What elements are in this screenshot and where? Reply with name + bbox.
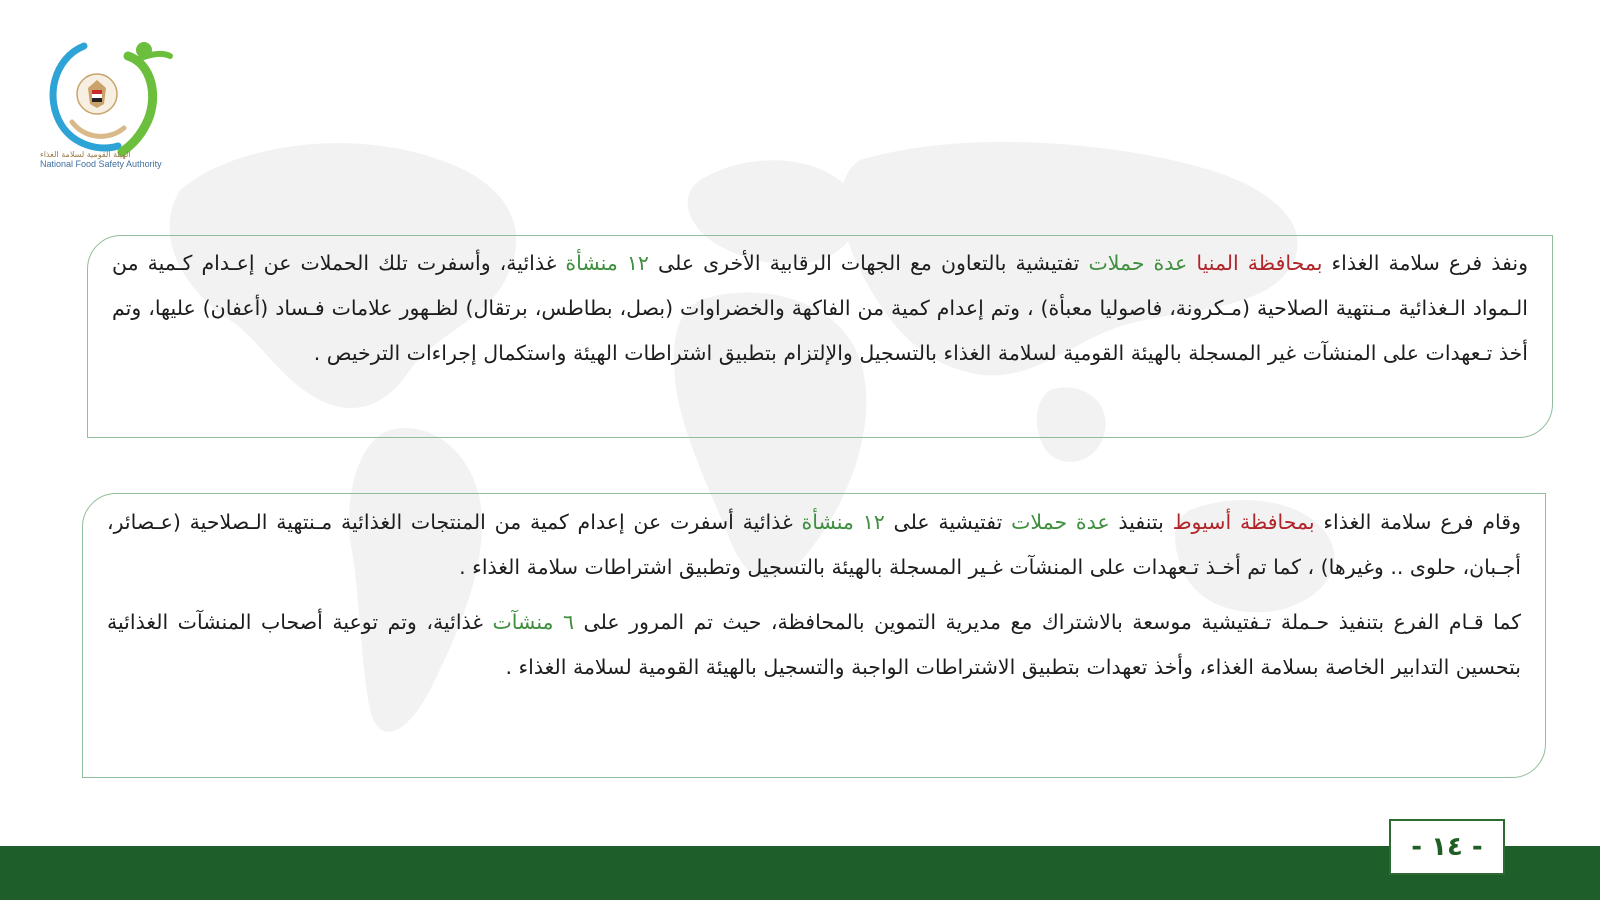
text-segment: تفتيشية بالتعاون مع الجهات الرقابية الأخرى على <box>648 251 1089 275</box>
text-segment: غذائية، وتم توعية أصحاب المنشآت الغذائية بتحسين التدابير الخاصة بسلامة الغذاء، وأخذ تعهدات بتطبيق الاشتراطات الواجبة والتسجيل بالهيئة القومية لسلامة الغذاء . <box>107 610 1521 679</box>
governorate-name: بمحافظة أسيوط <box>1172 510 1315 534</box>
assiut-report-box <box>82 493 1546 778</box>
governorate-name: بمحافظة المنيا <box>1196 251 1323 275</box>
text-segment: وقام فرع سلامة الغذاء <box>1314 510 1521 534</box>
text-segment: غذائية أسفرت عن إعدام كمية من المنتجات الغذائية مـنتهية الـصلاحية (عـصائر، أجـبان، حلوى .. وغيرها) ، كما تم أخـذ تـعهدات على المنشآت غـير المسجلة بالهيئة بالتسجيل وتطبيق اشتراطات سلامة الغذاء . <box>107 510 1521 579</box>
minya-paragraph <box>88 236 1552 376</box>
nfsa-emblem-icon <box>40 36 175 156</box>
assiut-paragraph-1 <box>83 494 1545 590</box>
logo-org-name-en: National Food Safety Authority <box>40 159 162 169</box>
text-segment: غذائية، وأسفرت تلك الحملات عن إعـدام كـمية من الـمواد الـغذائية مـنتهية الصلاحية (مـكرونة، فاصوليا معبأة) ، وتم إعدام كمية من الفاكهة والخضراوات (بصل، بطاطس، برتقال) لظـهور علامات فـساد (أعفان) عليها، وتم أخذ تـعهدات على المنشآت غير المسجلة بالهيئة القومية لسلامة الغذاء بالتسجيل والإلتزام بتطبيق اشتراطات الهيئة واستكمال إجراءات الترخيص . <box>112 251 1528 365</box>
text-segment: كما قـام الفرع بتنفيذ حـملة تـفتيشية موسعة بالاشتراك مع مديرية التموين بالمحافظة، حيث تم المرور على <box>574 610 1521 634</box>
campaigns-highlight: عدة حملات <box>1088 251 1188 275</box>
text-segment: تفتيشية على <box>884 510 1012 534</box>
logo-org-name-ar: الهيئة القومية لسلامة الغذاء <box>40 150 131 159</box>
footer-bar <box>0 846 1600 900</box>
assiut-paragraph-2 <box>83 594 1545 690</box>
facilities-count-highlight: ١٢ منشأة <box>565 251 649 275</box>
text-segment <box>1187 251 1196 275</box>
facilities-count-highlight: ٦ منشآت <box>492 610 575 634</box>
campaigns-highlight: عدة حملات <box>1011 510 1110 534</box>
facilities-count-highlight: ١٢ منشأة <box>801 510 885 534</box>
nfsa-logo <box>40 36 190 169</box>
text-segment: ونفذ فرع سلامة الغذاء <box>1322 251 1528 275</box>
minya-report-box <box>87 235 1553 438</box>
svg-text:NFSA: NFSA <box>128 106 147 133</box>
page-number: - ١٤ - <box>1389 819 1505 875</box>
text-segment: بتنفيذ <box>1109 510 1173 534</box>
